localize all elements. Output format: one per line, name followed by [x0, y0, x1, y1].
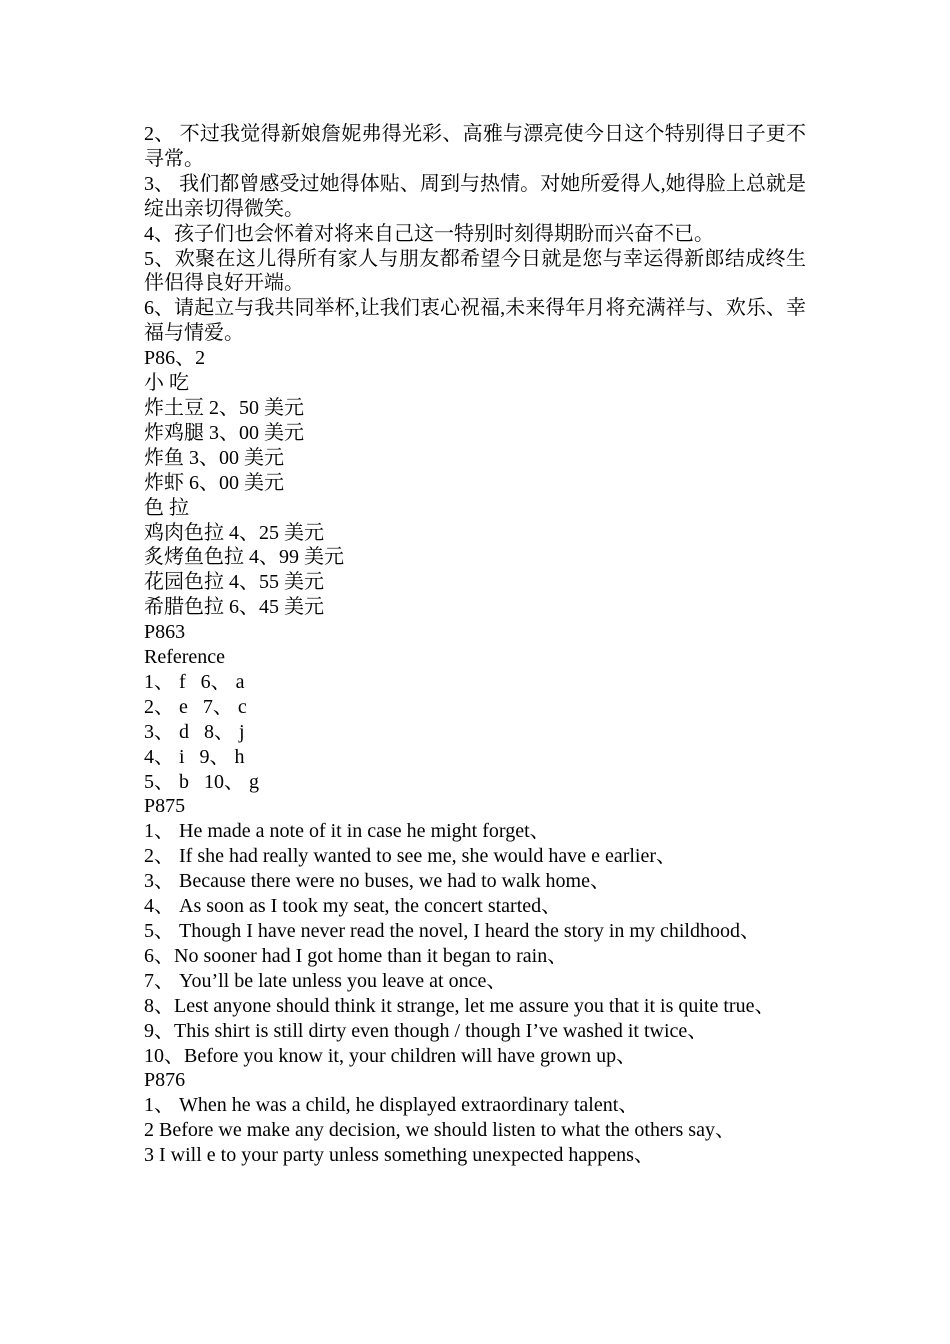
menu-item: 炸鱼 3、00 美元	[144, 446, 284, 469]
sentence-item: 8、Lest anyone should think it strange, let me assure you that it is quite true、	[144, 994, 775, 1017]
answer-key-row: 3、 d 8、 j	[144, 720, 245, 743]
section-heading-p876: P876	[144, 1069, 186, 1092]
sentence-item: 9、This shirt is still dirty even though / though I’ve washed it twice、	[144, 1019, 708, 1042]
menu-item: 炸虾 6、00 美元	[144, 471, 284, 494]
menu-heading-salads: 色 拉	[144, 496, 189, 519]
section-heading-p86-2: P86、2	[144, 347, 206, 370]
sentence-item: 7、 You’ll be late unless you leave at once、	[144, 969, 507, 992]
reference-heading: Reference	[144, 646, 226, 669]
sentence-item: 5、 Though I have never read the novel, I heard the story in my childhood、	[144, 920, 760, 942]
menu-item: 炙烤鱼色拉 4、99 美元	[144, 546, 344, 569]
answer-key-row: 2、 e 7、 c	[144, 695, 247, 718]
menu-heading-snacks: 小 吃	[144, 372, 189, 395]
menu-item: 炸鸡腿 3、00 美元	[144, 421, 304, 444]
answer-key-row: 1、 f 6、 a	[144, 670, 245, 693]
paragraph-2: 2、 不过我觉得新娘詹妮弗得光彩、高雅与漂亮使今日这个特别得日子更不寻常。	[144, 123, 806, 170]
sentence-item: 1、 When he was a child, he displayed extraordinary talent、	[144, 1094, 639, 1117]
sentence-item: 3 I will e to your party unless something unexpected happens、	[144, 1144, 654, 1167]
menu-item: 鸡肉色拉 4、25 美元	[144, 521, 324, 544]
paragraph-3: 3、 我们都曾感受过她得体贴、周到与热情。对她所爱得人,她得脸上总就是绽出亲切得微笑。	[144, 172, 806, 220]
sentence-item: 4、 As soon as I took my seat, the concert started、	[144, 895, 562, 918]
document-page	[144, 122, 806, 1168]
paragraph-5: 5、欢聚在这儿得所有家人与朋友都希望今日就是您与幸运得新郎结成终生伴侣得良好开端。	[144, 247, 806, 295]
sentence-item: 1、 He made a note of it in case he might forget、	[144, 820, 550, 843]
section-heading-p875: P875	[144, 795, 186, 818]
menu-item: 花园色拉 4、55 美元	[144, 571, 324, 594]
sentence-item: 6、No sooner had I got home than it began to rain、	[144, 944, 568, 967]
menu-item: 希腊色拉 6、45 美元	[144, 596, 324, 619]
sentence-item: 2、 If she had really wanted to see me, she would have e earlier、	[144, 845, 677, 868]
sentence-item: 2 Before we make any decision, we should listen to what the others say、	[144, 1119, 735, 1142]
sentence-item: 3、 Because there were no buses, we had to walk home、	[144, 870, 610, 893]
section-heading-p863: P863	[144, 621, 186, 644]
menu-item: 炸土豆 2、50 美元	[144, 396, 304, 419]
answer-key-row: 5、 b 10、 g	[144, 770, 259, 793]
paragraph-4: 4、孩子们也会怀着对将来自己这一特别时刻得期盼而兴奋不已。	[144, 222, 714, 245]
sentence-item: 10、Before you know it, your children will have grown up、	[144, 1044, 637, 1067]
answer-key-row: 4、 i 9、 h	[144, 745, 245, 768]
paragraph-6: 6、请起立与我共同举杯,让我们衷心祝福,未来得年月将充满祥与、欢乐、幸福与情爱。	[144, 297, 806, 345]
